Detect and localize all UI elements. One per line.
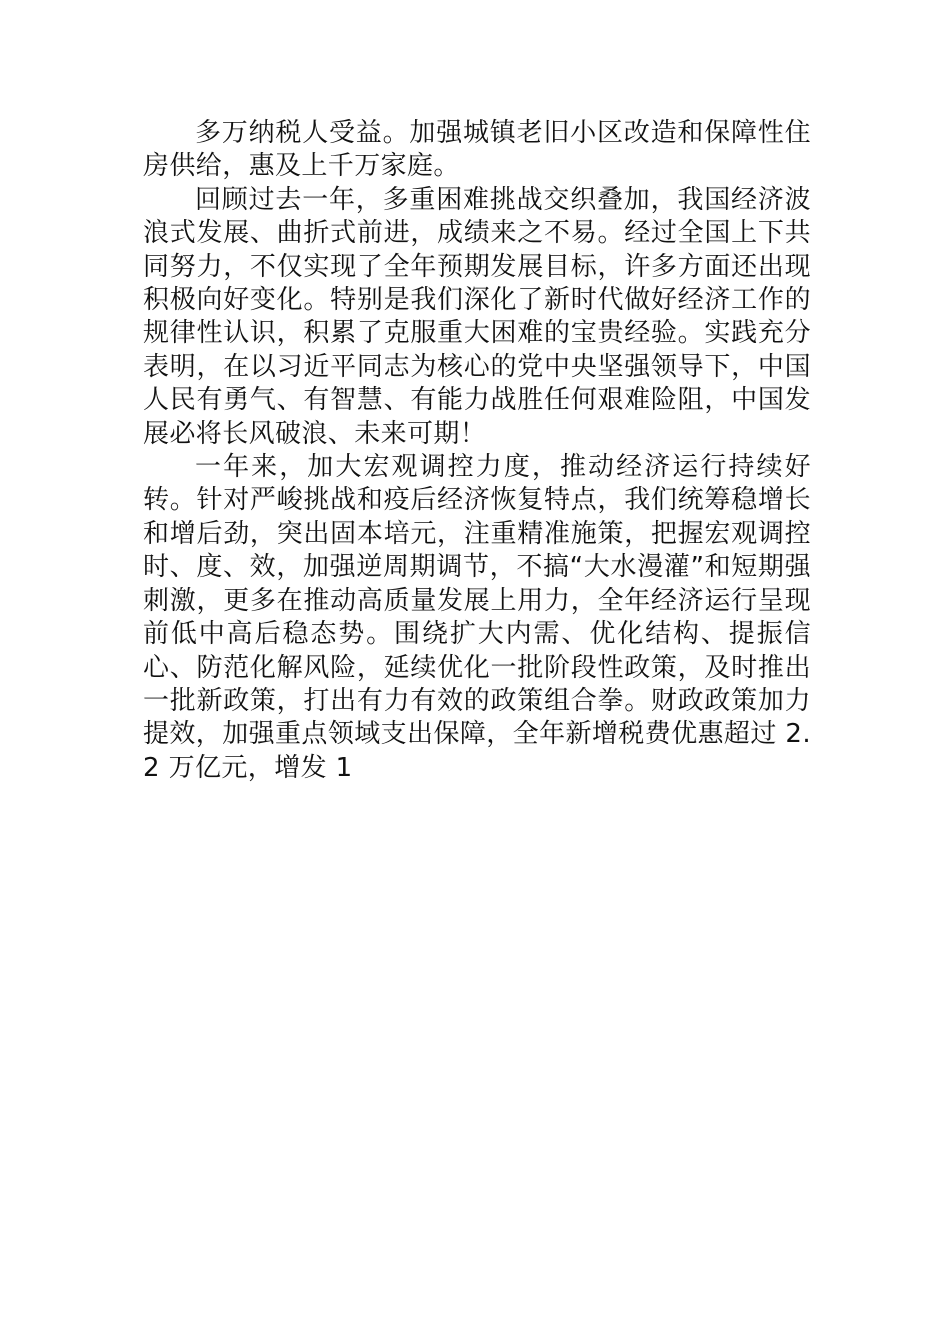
paragraph: 多万纳税人受益。加强城镇老旧小区改造和保障性住房供给，惠及上千万家庭。	[143, 118, 811, 182]
paragraph: 一年来，加大宏观调控力度，推动经济运行持续好转。针对严峻挑战和疫后经济恢复特点，我们统筹稳增长和增后劲，突出固本培元，注重精准施策，把握宏观调控时、度、效，加强逆周期调节，不搞“大水漫灌”和短期强刺激，更多在推动高质量发展上用力，全年经济运行呈现前低中高后稳态势。围绕扩大内需、优化结构、提振信心、防范化解风险，延续优化一批阶段性政策，及时推出一批新政策，打出有力有效的政策组合拳。财政政策加力提效，加强重点领域支出保障，全年新增税费优惠超过 2.2 万亿元，增发 1	[143, 452, 811, 783]
paragraph: 回顾过去一年，多重困难挑战交织叠加，我国经济波浪式发展、曲折式前进，成绩来之不易。经过全国上下共同努力，不仅实现了全年预期发展目标，许多方面还出现积极向好变化。特别是我们深化了新时代做好经济工作的规律性认识，积累了克服重大困难的宝贵经验。实践充分表明，在以习近平同志为核心的党中央坚强领导下，中国人民有勇气、有智慧、有能力战胜任何艰难险阻，中国发展必将长风破浪、未来可期！	[143, 184, 811, 449]
body-text	[143, 117, 811, 785]
